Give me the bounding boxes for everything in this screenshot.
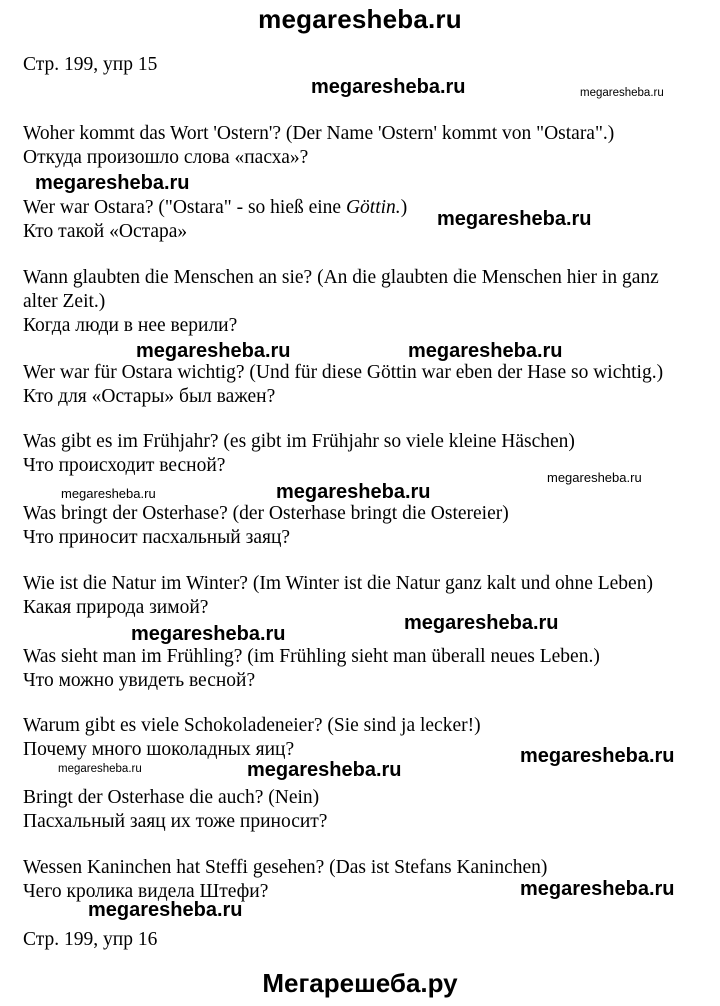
question-de-2-close: ) (400, 197, 408, 218)
answer-ru-7: Какая природа зимой? (23, 597, 209, 618)
answer-ru-6: Что приносит пасхальный заяц? (23, 527, 291, 548)
watermark: megaresheba.ru (247, 759, 402, 781)
watermark: megaresheba.ru (88, 899, 243, 921)
watermark: megaresheba.ru (437, 208, 592, 230)
answer-ru-11: Чего кролика видела Штефи? (23, 881, 269, 902)
answer-ru-8: Что можно увидеть весной? (23, 670, 256, 691)
watermark: megaresheba.ru (131, 623, 286, 645)
question-de-8: Was sieht man im Frühling? (im Frühling sieht man überall neues Leben.) (23, 646, 600, 667)
question-de-2-italic: Göttin. (345, 197, 401, 218)
answer-ru-1: Откуда произошло слова «пасха»? (23, 147, 309, 168)
watermark: megaresheba.ru (520, 878, 675, 900)
answer-ru-3: Когда люди в нее верили? (23, 315, 238, 336)
question-de-6: Was bringt der Osterhase? (der Osterhase bringt die Ostereier) (23, 503, 509, 524)
watermark: megaresheba.ru (520, 745, 675, 767)
question-de-3-line2: alter Zeit.) (23, 291, 106, 312)
question-de-10: Bringt der Osterhase die auch? (Nein) (23, 787, 320, 808)
question-de-2 (23, 196, 407, 220)
exercise-16-heading: Стр. 199, упр 16 (23, 929, 158, 950)
watermark-small: megaresheba.ru (547, 470, 642, 485)
question-de-7: Wie ist die Natur im Winter? (Im Winter ist die Natur ganz kalt und ohne Leben) (23, 573, 653, 594)
question-de-2-text: Wer war Ostara? ("Ostara" - so hieß eine (23, 197, 346, 218)
watermark: megaresheba.ru (311, 76, 466, 98)
question-de-4: Wer war für Ostara wichtig? (Und für diese Göttin war eben der Hase so wichtig.) (23, 362, 664, 383)
watermark-small: megaresheba.ru (580, 87, 664, 99)
question-de-9: Warum gibt es viele Schokoladeneier? (Sie sind ja lecker!) (23, 715, 481, 736)
header-site-title: megaresheba.ru (258, 4, 462, 34)
answer-ru-5: Что происходит весной? (23, 455, 226, 476)
watermark-small: megaresheba.ru (61, 486, 156, 501)
question-de-3-line1: Wann glaubten die Menschen an sie? (An die glaubten die Menschen hier in ganz (23, 267, 659, 288)
watermark-small: megaresheba.ru (58, 763, 142, 775)
answer-ru-10: Пасхальный заяц их тоже приносит? (23, 811, 328, 832)
footer-site-title: Мегарешеба.ру (262, 968, 458, 998)
answer-ru-2: Кто такой «Остара» (23, 221, 188, 242)
watermark: megaresheba.ru (136, 340, 291, 362)
question-de-11: Wessen Kaninchen hat Steffi gesehen? (Das ist Stefans Kaninchen) (23, 857, 548, 878)
watermark: megaresheba.ru (408, 340, 563, 362)
watermark: megaresheba.ru (35, 172, 190, 194)
answer-ru-4: Кто для «Остары» был важен? (23, 386, 276, 407)
watermark: megaresheba.ru (404, 612, 559, 634)
watermark: megaresheba.ru (276, 481, 431, 503)
answer-ru-9: Почему много шоколадных яиц? (23, 739, 295, 760)
exercise-15-heading: Стр. 199, упр 15 (23, 54, 158, 75)
question-de-1: Woher kommt das Wort 'Ostern'? (Der Name 'Ostern' kommt von "Ostara".) (23, 123, 615, 144)
question-de-5: Was gibt es im Frühjahr? (es gibt im Frühjahr so viele kleine Häschen) (23, 431, 575, 452)
